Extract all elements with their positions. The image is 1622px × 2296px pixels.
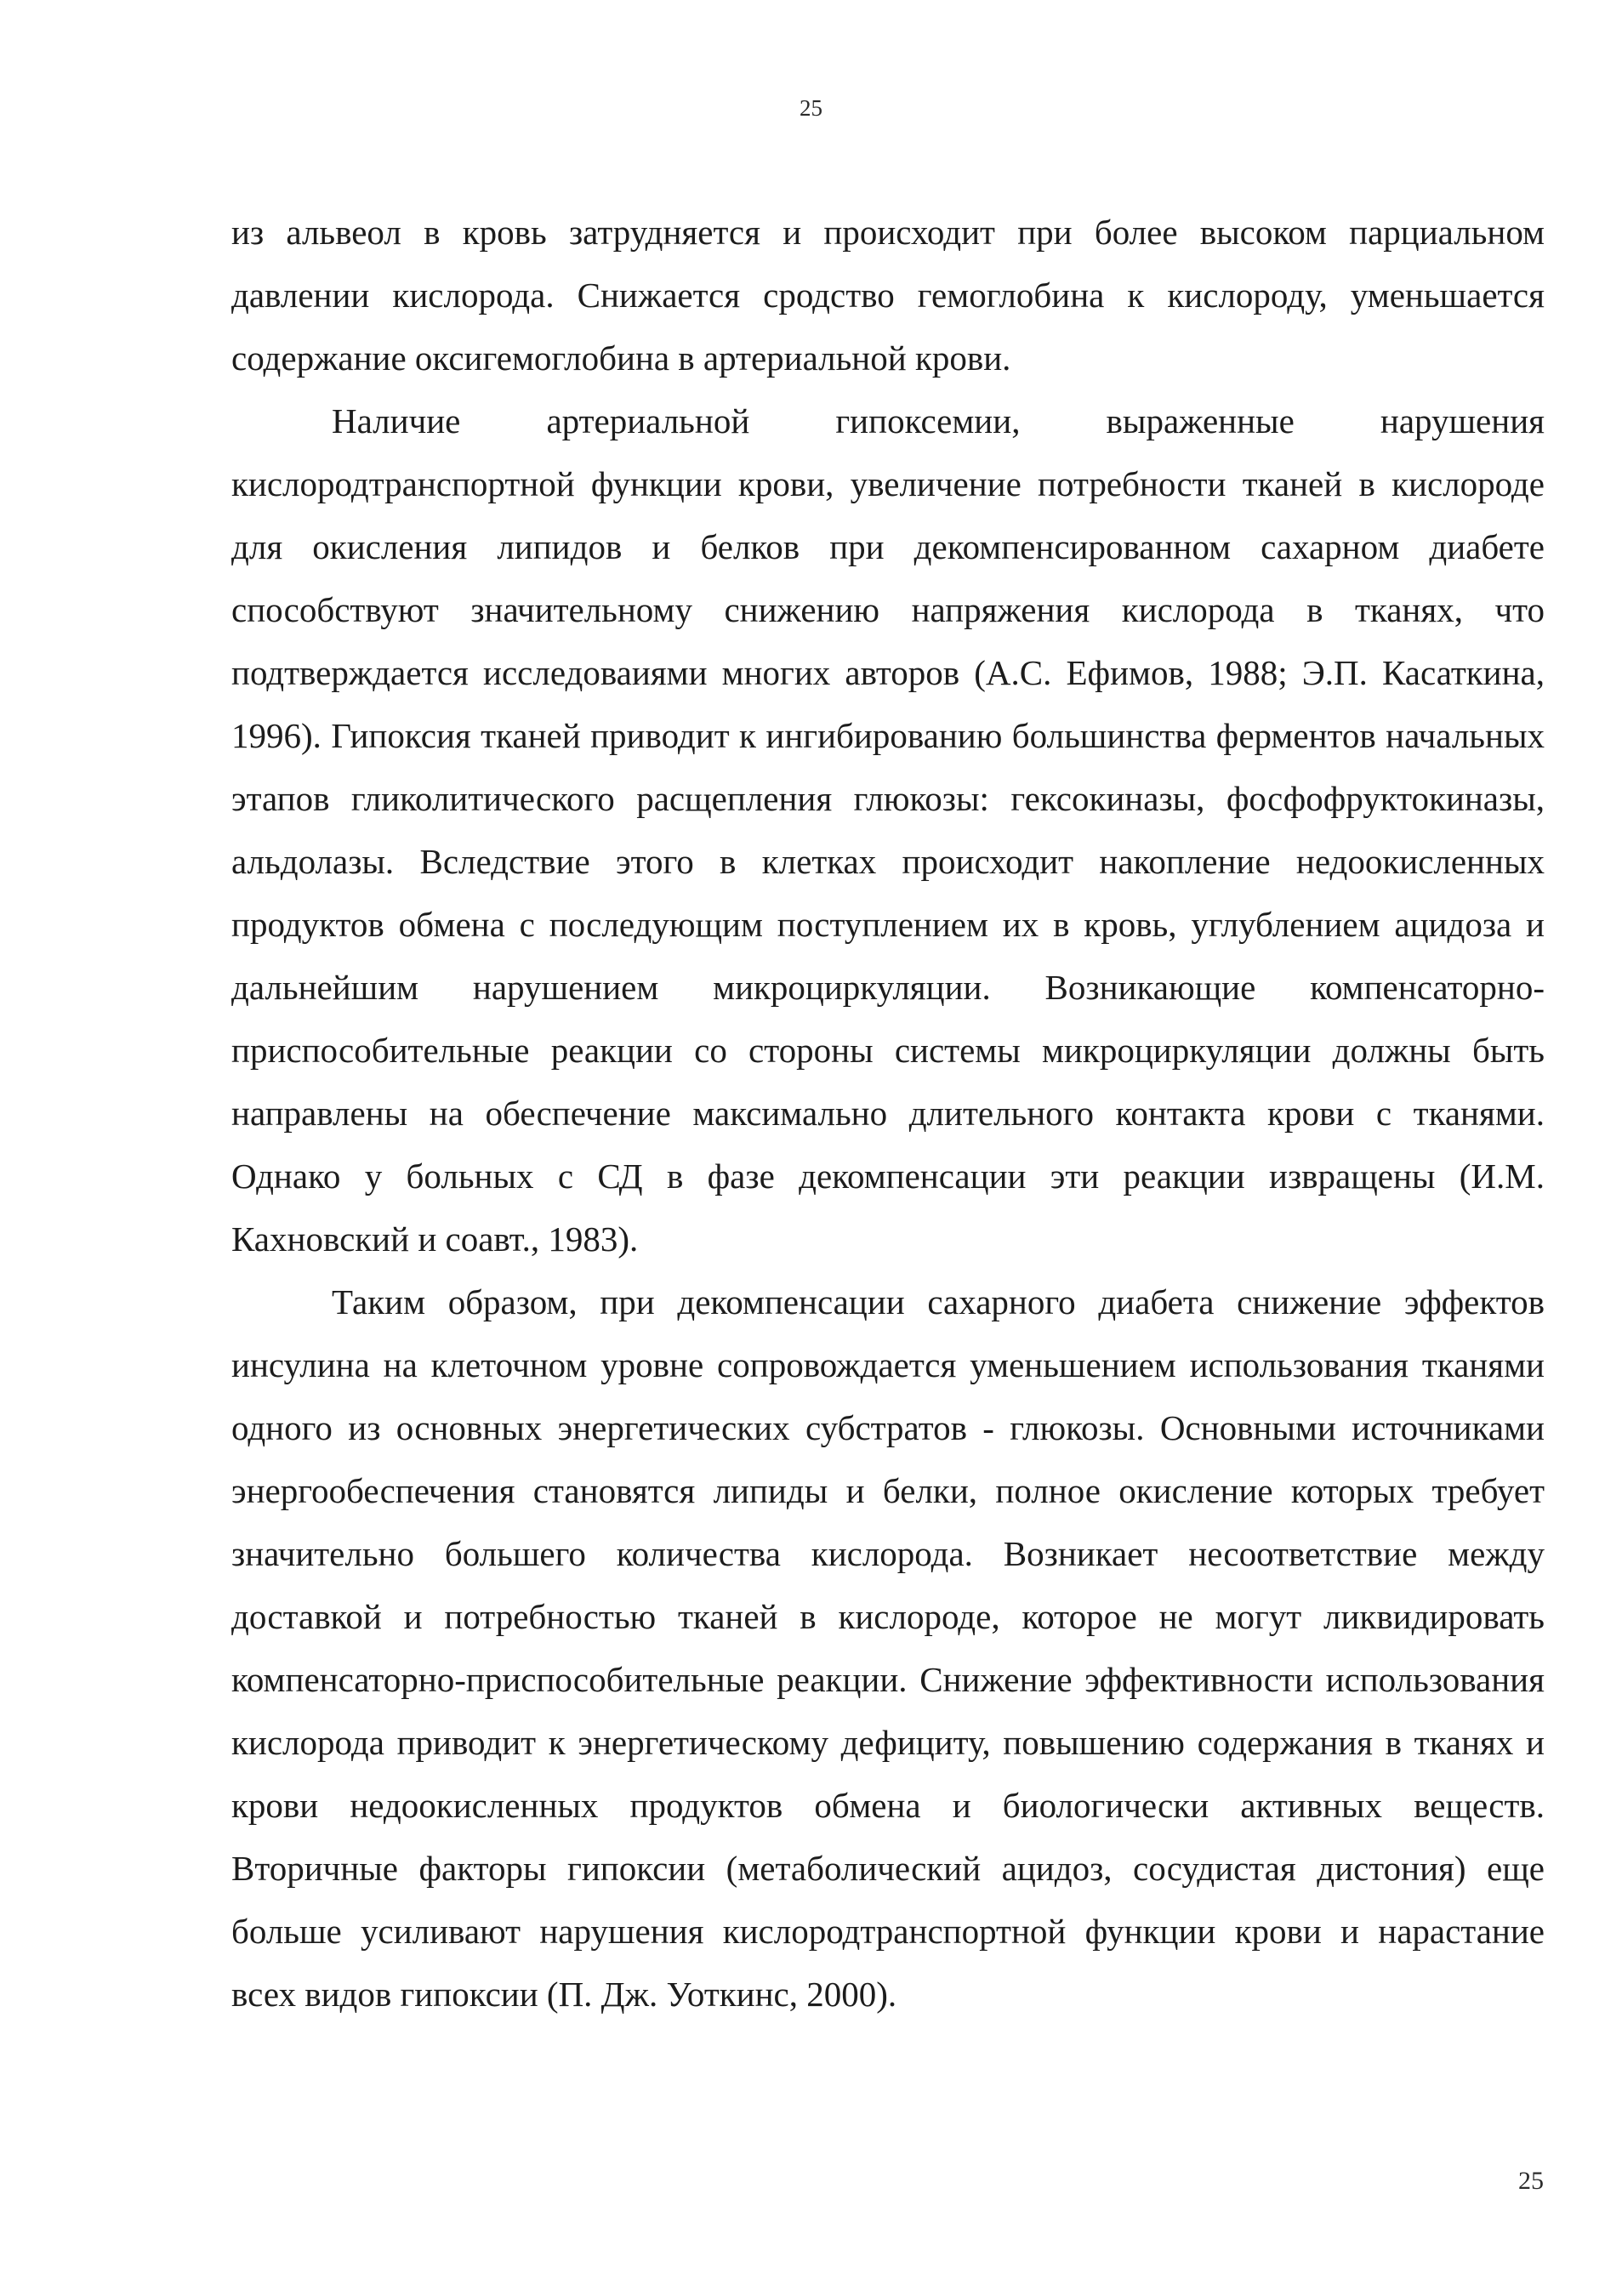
- body-text: [231, 201, 1545, 2026]
- page-number-top: 25: [800, 95, 822, 121]
- paragraph-2: Наличие артериальной гипоксемии, выраженные нарушения кислородтранспортной функции крови, увеличение потребности тканей в кислороде для окисления липидов и белков при декомпенсированном сахарном диабете способствуют значительному снижению напряжения кислорода в тканях, что подтверждается исследоваиями многих авторов (А.С. Ефимов, 1988; Э.П. Касаткина, 1996). Гипоксия тканей приводит к ингибированию большинства ферментов начальных этапов гликолитического расщепления глюкозы: гексокиназы, фосфофруктокиназы, альдолазы. Вследствие этого в клетках происходит накопление недоокисленных продуктов обмена с последующим поступлением их в кровь, углублением ацидоза и дальнейшим нарушением микроциркуляции. Возникающие компенсаторно-приспособительные реакции со стороны системы микроциркуляции должны быть направлены на обеспечение максимально длительного контакта крови с тканями. Однако у больных с СД в фазе декомпенсации эти реакции извращены (И.М. Кахновский и соавт., 1983).: [231, 401, 1545, 1259]
- paragraph-1: из альвеол в кровь затрудняется и происходит при более высоком парциальном давлении кислорода. Снижается сродство гемоглобина к кислороду, уменьшается содержание оксигемоглобина в артериальной крови.: [231, 213, 1545, 378]
- page-number-bottom: 25: [1518, 2167, 1544, 2195]
- paragraph-3: Таким образом, при декомпенсации сахарного диабета снижение эффектов инсулина на клеточном уровне сопровождается уменьшением использования тканями одного из основных энергетических субстратов - глюкозы. Основными источниками энергообеспечения становятся липиды и белки, полное окисление которых требует значительно большего количества кислорода. Возникает несоответствие между доставкой и потребностью тканей в кислороде, которое не могут ликвидировать компенсаторно-приспособительные реакции. Снижение эффективности использования кислорода приводит к энергетическому дефициту, повышению содержания в тканях и крови недоокисленных продуктов обмена и биологически активных веществ. Вторичные факторы гипоксии (метаболический ацидоз, сосудистая дистония) еще больше усиливают нарушения кислородтранспортной функции крови и нарастание всех видов гипоксии (П. Дж. Уоткинс, 2000).: [231, 1282, 1545, 2014]
